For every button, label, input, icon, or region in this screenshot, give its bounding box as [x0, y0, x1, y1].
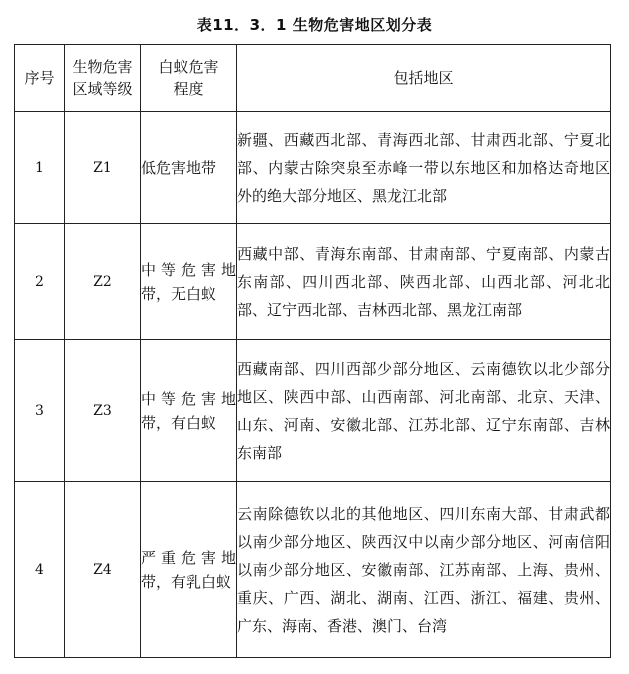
row-zone-level: Z4 — [65, 482, 141, 658]
row-zone-level: Z3 — [65, 340, 141, 482]
row-serial-number: 2 — [15, 224, 65, 340]
row-hazard-degree: 中等危害地带，有白蚁 — [141, 340, 237, 482]
header-serial-number: 序号 — [15, 45, 65, 112]
row-regions: 新疆、西藏西北部、青海西北部、甘肃西北部、宁夏北部、内蒙古除突泉至赤峰一带以东地区和加格达奇地区外的绝大部分地区、黑龙江北部 — [237, 112, 611, 224]
row-serial-number: 1 — [15, 112, 65, 224]
table-row — [15, 340, 611, 482]
table-header-row — [15, 45, 611, 112]
row-regions: 西藏南部、四川西部少部分地区、云南德钦以北少部分地区、陕西中部、山西南部、河北南部、北京、天津、山东、河南、安徽北部、江苏北部、辽宁东南部、吉林东南部 — [237, 340, 611, 482]
row-regions: 西藏中部、青海东南部、甘肃南部、宁夏南部、内蒙古东南部、四川西北部、陕西北部、山西北部、河北北部、辽宁西北部、吉林西北部、黑龙江南部 — [237, 224, 611, 340]
header-termite-hazard-degree: 白蚁危害程度 — [141, 45, 237, 112]
row-hazard-degree: 中等危害地带，无白蚁 — [141, 224, 237, 340]
row-hazard-degree: 严重危害地带，有乳白蚁 — [141, 482, 237, 658]
table-row — [15, 224, 611, 340]
header-hazard-zone-level: 生物危害区域等级 — [65, 45, 141, 112]
hazard-zone-table — [14, 44, 611, 658]
row-hazard-degree: 低危害地带 — [141, 112, 237, 224]
header-included-regions: 包括地区 — [237, 45, 611, 112]
table-row — [15, 482, 611, 658]
table-title: 表11．3．1 生物危害地区划分表 — [196, 16, 433, 34]
row-zone-level: Z2 — [65, 224, 141, 340]
row-zone-level: Z1 — [65, 112, 141, 224]
row-serial-number: 3 — [15, 340, 65, 482]
row-serial-number: 4 — [15, 482, 65, 658]
table-row — [15, 112, 611, 224]
row-regions: 云南除德钦以北的其他地区、四川东南大部、甘肃武都以南少部分地区、陕西汉中以南少部分地区、河南信阳以南少部分地区、安徽南部、江苏南部、上海、贵州、重庆、广西、湖北、湖南、江西、浙江、福建、贵州、广东、海南、香港、澳门、台湾 — [237, 482, 611, 658]
